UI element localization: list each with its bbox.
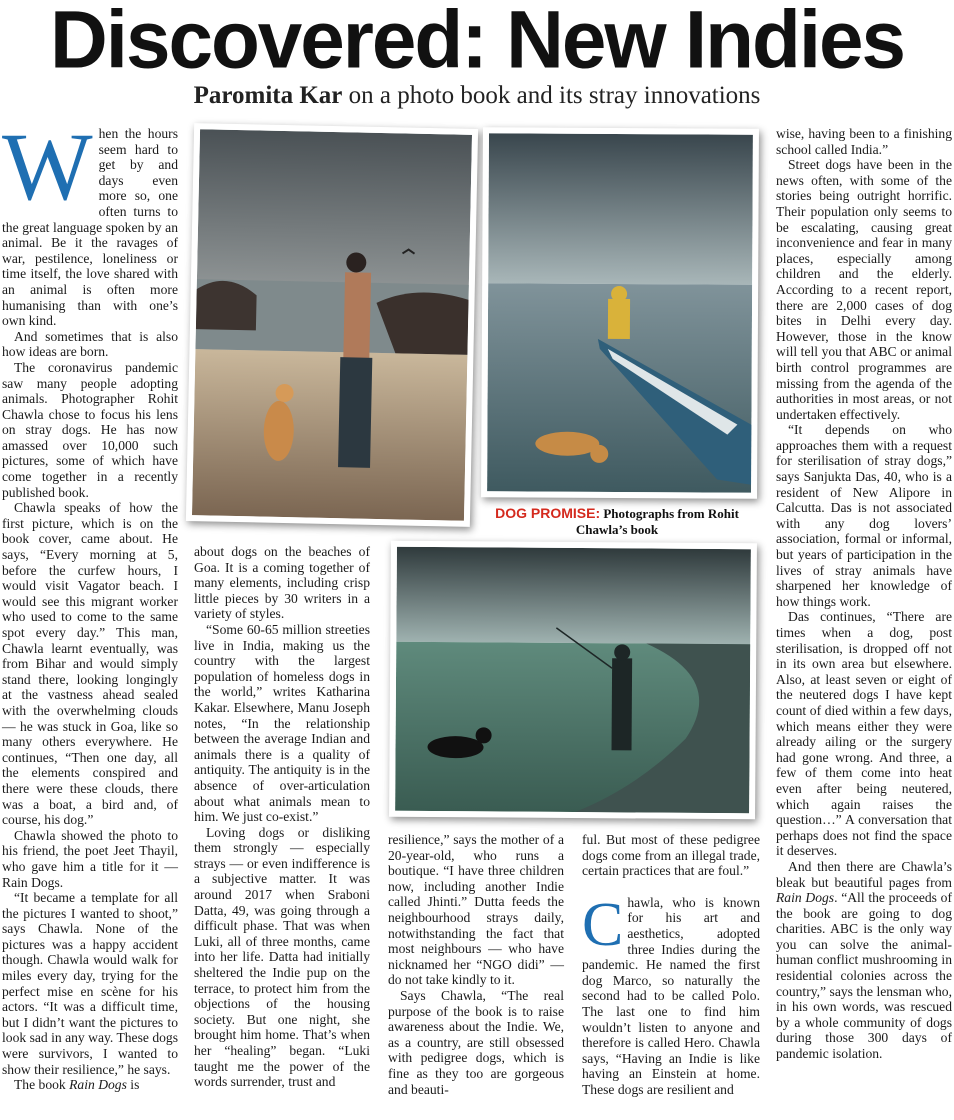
paragraph: “It depends on who approaches them with a request for sterilisation of stray dogs,” says Sanjukta Das, 40, who is a resident of New Alipore in Calcutta. Das is not associated with any dog lovers’ association, formal or informal, but years of participation in the lives of stray animals have sharpened her knowledge of how things work. [776,422,952,609]
caption-label: DOG PROMISE: [495,505,601,521]
article-column-5 [776,126,952,1062]
paragraph-text: And then there are Chawla’s bleak but beautiful pages from [776,858,952,890]
photo-image [192,129,472,521]
paragraph: resilience,” says the mother of a 20-year-old, who runs a boutique. “I have three children now, including another Indie called Jhinti.” Dutta feeds the neighbourhood strays daily, notwithstanding the fact that most neighbours — who have nicknamed her “NGO didi” — do not take kindly to it. [388,832,564,988]
article-column-3 [388,832,564,1097]
paragraph [2,113,178,329]
paragraph: Das continues, “There are times when a dog, post sterilisation, is dropped off not in its own area but elsewhere. Also, at least seven or eight of the neutered dogs I have kept count of died within a few days, which means either they were already ailing or the surgery had gone wrong. And three, a few of them come into heat even after being neutered, which again raises the question…” A conversation that perhaps does not find the space it deserves. [776,609,952,859]
article-column-4 [582,832,760,1098]
paragraph: wise, having been to a finishing school called India.” [776,126,952,157]
paragraph: Says Chawla, “The real purpose of the book is to raise awareness about the Indie. We, as a country, are still obsessed with pedigree dogs, which is fine as they too are gorgeous and beauti- [388,987,564,1097]
paragraph: about dogs on the beaches of Goa. It is a coming together of many elements, including crisp little pieces by 30 writers in a variety of styles. [194,544,370,622]
byline-rest: on a photo book and its stray innovations [342,82,761,109]
paragraph-text: hawla, who is known for his art and aesthetics, adopted three Indies during the pandemic. He named the first dog Marco, so naturally the second had to be called Polo. The last one to find him wouldn’t listen to anyone and therefore is called Hero. Chawla says, “Having an Indie is like having an Einstein at home. These dogs are resilient and [582,894,760,1097]
paragraph [582,890,760,1098]
book-title: Rain Dogs [69,1077,127,1093]
article-column-2 [194,544,370,1090]
paragraph-text: . “All the proceeds of the book are going to dog charities. ABC is the only way you can solve the animal-human conflict mushrooming in residential colonies across the country,” says the lensman who, in his own words, was rescued by a whole community of dogs during those 300 days of pandemic isolation. [776,890,952,1062]
photo-fisherman-and-dog [389,541,757,820]
paragraph: Loving dogs or disliking them strongly — especially strays — or even indifference is a subjective matter. It was around 2017 when Sraboni Datta, 49, was going through a difficult phase. That was when Luki, all of three months, came into her life. Datta had initially sheltered the Indie pup on the terrace, to protect him from the objections of the housing society. But one night, she brought him home. That’s when her “healing” began. “Luki taught me the power of the words surrender, trust and [194,824,370,1090]
paragraph: Chawla speaks of how the first picture, which is on the book cover, came about. He says, “Every morning at 5, before the curfew hours, I would visit Vagator beach. I would see this migrant worker who used to come to the same spot every day.” This man, Chawla learnt eventually, was from Bihar and would simply stand there, looking longingly at the vastness ahead sealed with the overwhelming clouds — he was stuck in Goa, like so many others everywhere. He continues, “Then one day, all the elements conspired and there were these clouds, there was a boat, a bird and, of course, his dog.” [2,500,178,828]
paragraph-text: is [126,1077,140,1093]
paragraph: And sometimes that is also how ideas are born. [2,328,178,360]
photo-image [395,547,751,813]
book-title: Rain Dogs [776,890,835,906]
byline [0,82,954,110]
paragraph [2,1077,178,1093]
paragraph: ful. But most of these pedigree dogs come from an illegal trade, certain practices that are foul.” [582,832,760,879]
photo-caption [482,505,752,538]
drop-cap: C [582,890,624,959]
headline: Discovered: New Indies [49,0,905,85]
paragraph-text: The book [14,1077,70,1093]
paragraph: Chawla showed the photo to his friend, the poet Jeet Thayil, who gave him a title for it — Rain Dogs. [2,827,178,890]
caption-text: Photographs from Rohit Chawla’s book [575,506,739,537]
photo-dog-and-boat [481,127,759,498]
photo-image [487,133,753,492]
byline-author: Paromita Kar [193,82,343,109]
paragraph: “Some 60-65 million streeties live in India, making us the country with the largest population of homeless dogs in the world,” writes Katharina Kakar. Elsewhere, Manu Joseph notes, “In the relationship between the average Indian and animals there is a quality of antiquity. The antiquity is in the absence of over-articulation about what animals mean to him. We just co-exist.” [194,621,370,825]
paragraph [776,859,952,1062]
paragraph: The coronavirus pandemic saw many people adopting animals. Photographer Rohit Chawla chose to focus his lens on stray dogs. He has now amassed over 10,000 such pictures, some of which have come together in a recently published book. [2,359,178,500]
paragraph: Street dogs have been in the news often, with some of the stories being outright horrific. Their population only seems to be escalating, causing great inconvenience and fear in many places, especially among children and the elderly. According to a recent report, there are 2,000 cases of dog bites in Delhi every day. However, those in the know will tell you that ABC or animal birth control programmes are missing from the agenda of the authorities in most areas, or not undertaken effectively. [776,157,952,422]
paragraph: “It became a template for all the pictures I wanted to shoot,” says Chawla. None of the pictures was a happy accident though. Chawla would walk for miles every day, trying for the perfect mise en scène for his actors. “It was a difficult time, but I didn’t want the pictures to look sad in any way. These dogs were survivors, I wanted to show their resilience,” he says. [2,890,178,1077]
drop-cap: W [2,113,93,220]
paragraph-text: hen the hours seem hard to get by and days even more so, one often turns to the great language spoken by an animal. Be it the ravages of war, pestilence, loneliness or time itself, the love shared with an animal is often more humanising than with one’s own kind. [2,126,178,329]
photo-man-and-dog-beach [186,123,478,527]
article-column-1 [2,113,178,1093]
